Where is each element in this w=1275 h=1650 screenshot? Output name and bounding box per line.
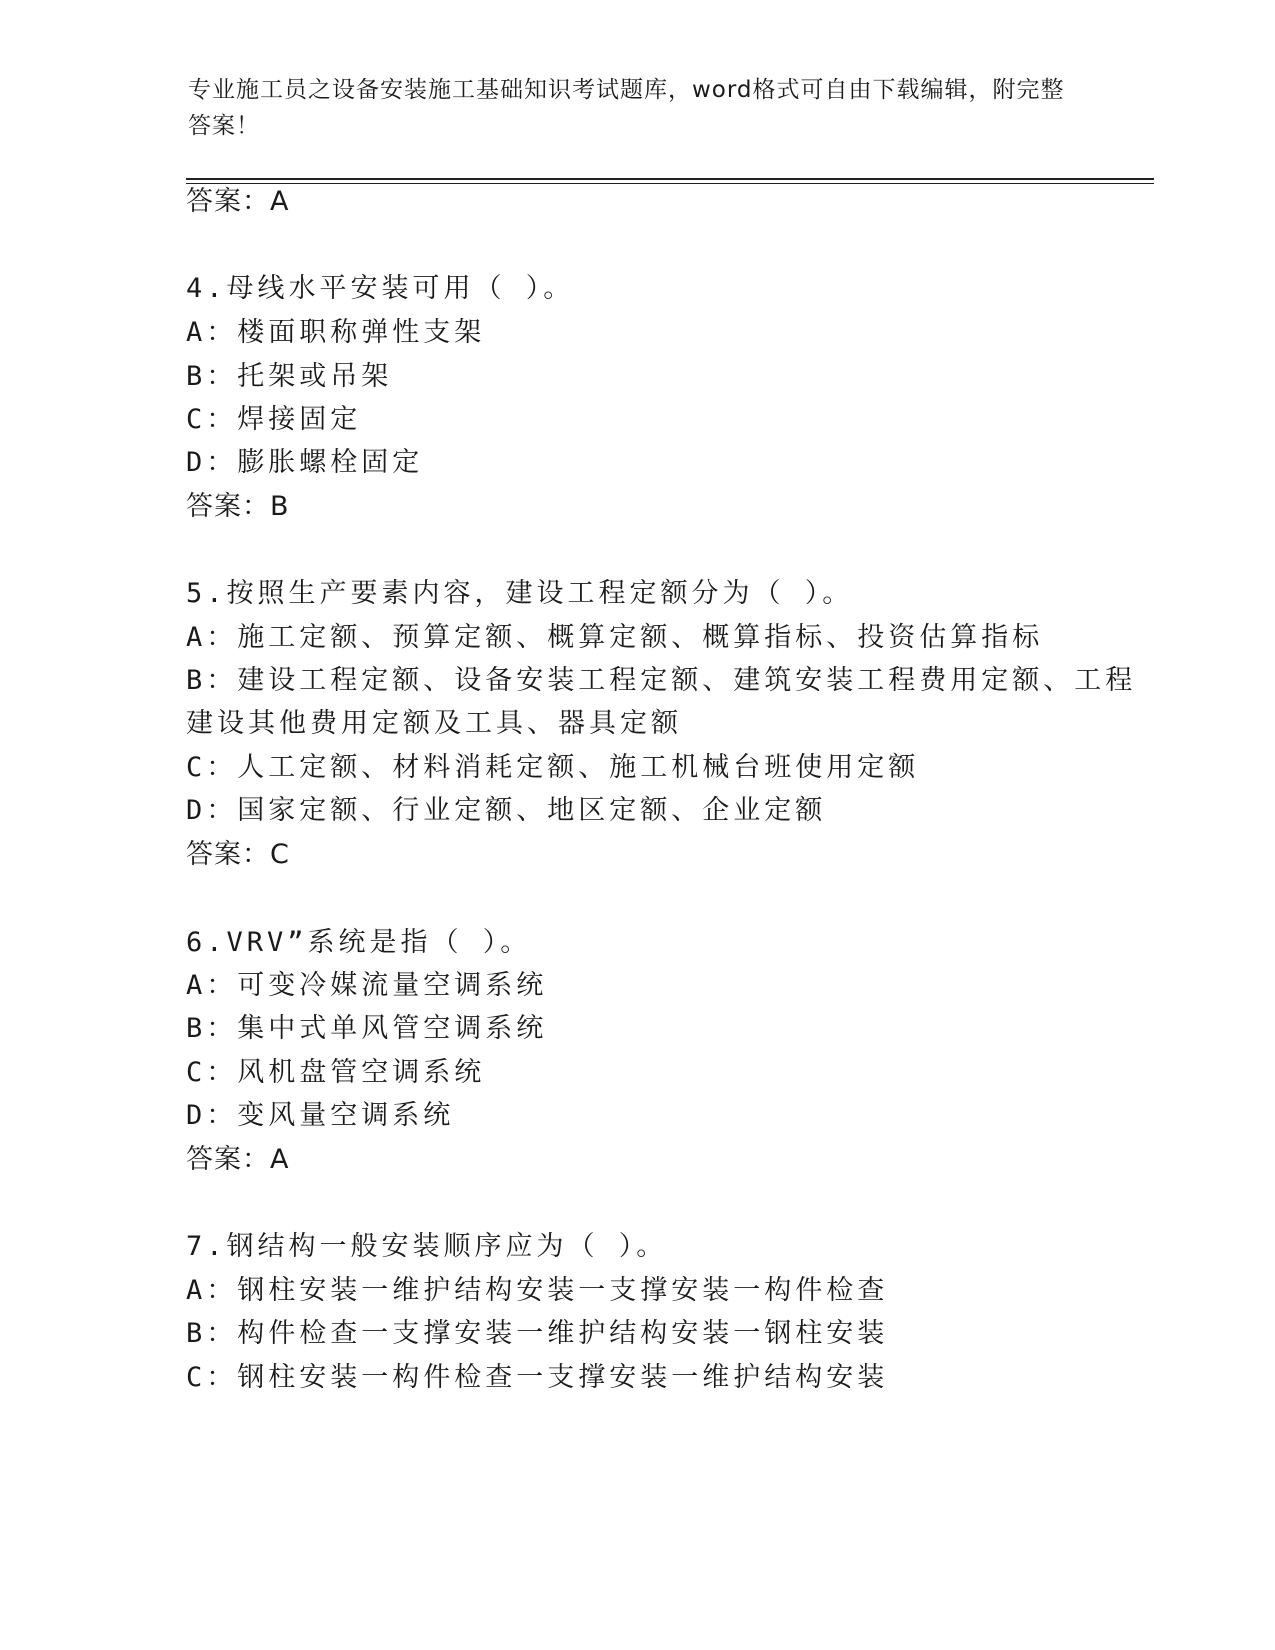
question-5-option-b: B：建设工程定额、设备安装工程定额、建筑安装工程费用定额、工程 xyxy=(186,665,1137,696)
question-4-option-a: A：楼面职称弹性支架 xyxy=(186,317,486,348)
question-6-option-c: C：风机盘管空调系统 xyxy=(186,1057,486,1088)
question-4-answer: 答案：B xyxy=(186,491,290,522)
question-4-option-c: C：焊接固定 xyxy=(186,404,362,435)
question-5-title: 5.按照生产要素内容，建设工程定额分为（ ）。 xyxy=(186,578,854,609)
question-5-option-b-cont: 建设其他费用定额及工具、器具定额 xyxy=(186,708,682,739)
header-divider xyxy=(186,178,1154,180)
header-divider-thin xyxy=(186,183,1154,184)
question-4-option-d: D：膨胀螺栓固定 xyxy=(186,447,424,478)
question-5-option-a: A：施工定额、预算定额、概算定额、概算指标、投资估算指标 xyxy=(186,622,1044,653)
question-6-option-d: D：变风量空调系统 xyxy=(186,1100,455,1131)
question-6-option-b: B：集中式单风管空调系统 xyxy=(186,1013,548,1044)
question-4-option-b: B：托架或吊架 xyxy=(186,361,393,392)
question-4-title: 4.母线水平安装可用（ ）。 xyxy=(186,273,575,304)
question-5-option-c: C：人工定额、材料消耗定额、施工机械台班使用定额 xyxy=(186,752,920,783)
question-5-option-d: D：国家定额、行业定额、地区定额、企业定额 xyxy=(186,795,827,826)
question-7-option-a: A：钢柱安装一维护结构安装一支撑安装一构件检查 xyxy=(186,1275,889,1306)
answer-previous: 答案：A xyxy=(186,186,290,217)
question-6-option-a: A：可变冷媒流量空调系统 xyxy=(186,970,548,1001)
document-header: 专业施工员之设备安装施工基础知识考试题库，word格式可自由下载编辑，附完整答案！ xyxy=(188,77,1065,139)
question-7-title: 7.钢结构一般安装顺序应为（ ）。 xyxy=(186,1231,668,1262)
question-7-option-c: C：钢柱安装一构件检查一支撑安装一维护结构安装 xyxy=(186,1362,889,1393)
question-6-answer: 答案：A xyxy=(186,1144,290,1175)
question-7-option-b: B：构件检查一支撑安装一维护结构安装一钢柱安装 xyxy=(186,1318,889,1349)
question-5-answer: 答案：C xyxy=(186,839,290,870)
question-6-title: 6.VRV”系统是指（ ）。 xyxy=(186,927,532,958)
